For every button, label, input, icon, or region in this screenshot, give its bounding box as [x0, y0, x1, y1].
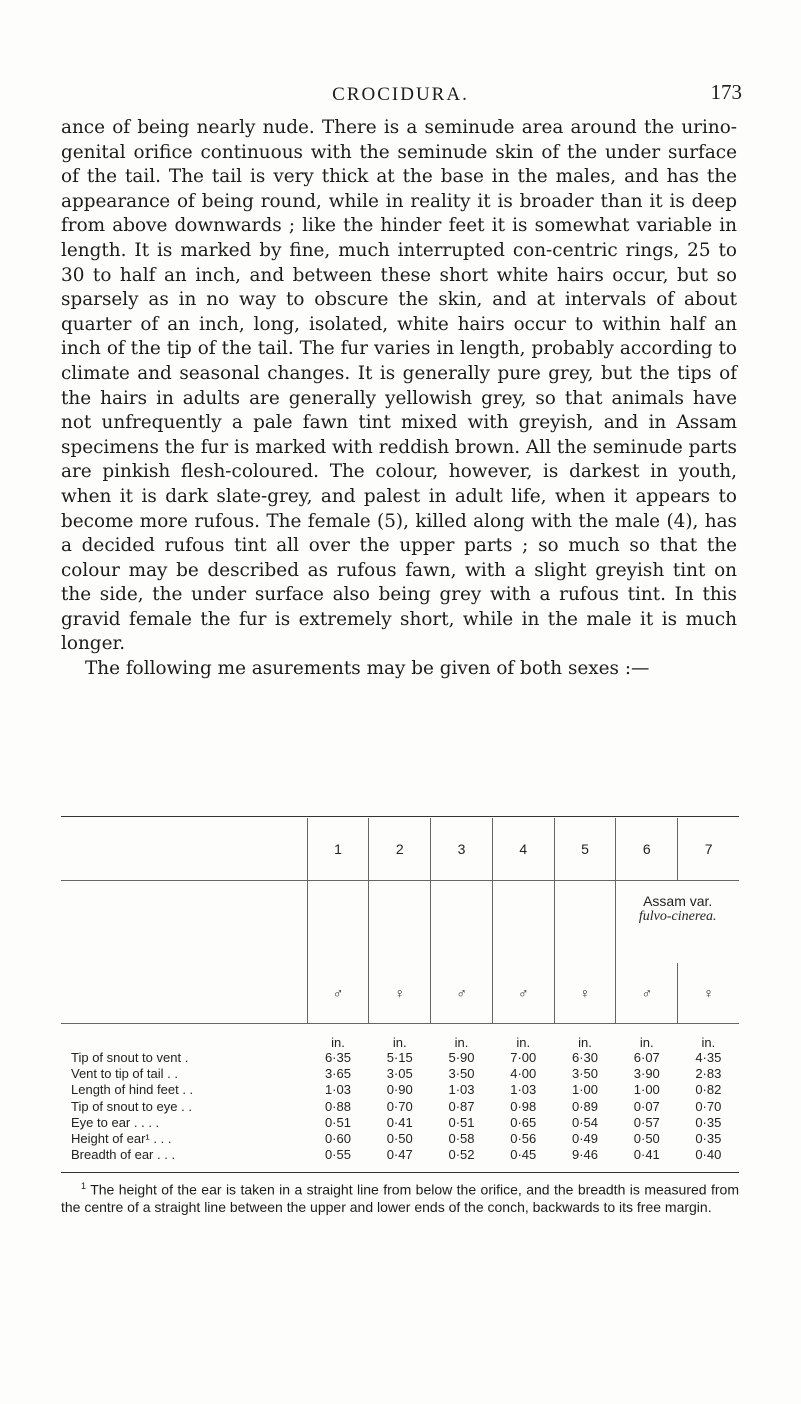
paragraph: The following me asurements may be given of both sexes :—	[85, 658, 650, 680]
table-cell: 0·54	[572, 1114, 599, 1130]
table-cell: 0·41	[633, 1147, 660, 1163]
leader-dots: . .	[182, 1082, 194, 1098]
sex-row	[61, 963, 739, 1024]
table-cell: 4·00	[510, 1066, 537, 1082]
leader-dots: . .	[167, 1066, 178, 1082]
sex-symbol: ♀	[678, 963, 739, 1024]
sex-symbol: ♂	[431, 963, 493, 1024]
table-cell: 0·70	[386, 1098, 413, 1114]
table-cell: 0·35	[695, 1131, 722, 1147]
column-number: 4	[492, 818, 554, 881]
table-cell: 4·35	[695, 1050, 722, 1065]
footnote-marker: 1	[81, 1181, 87, 1191]
column-number: 5	[554, 818, 616, 881]
row-label: Breadth of ear	[71, 1147, 154, 1163]
variety-label	[616, 881, 739, 964]
table-cell: 0·41	[386, 1114, 413, 1130]
leader-dots: . . .	[157, 1147, 176, 1163]
table-cell: 3·50	[448, 1066, 475, 1082]
table-cell: 0·45	[510, 1147, 537, 1163]
table-row	[61, 1115, 739, 1131]
table-cell: 0·70	[695, 1098, 722, 1114]
row-label: Height of ear¹	[71, 1131, 150, 1147]
table-cell: 0·90	[386, 1082, 413, 1098]
unit-label: in.	[392, 1035, 407, 1050]
table-row	[61, 1082, 739, 1098]
unit-label: in.	[578, 1035, 592, 1050]
row-label: Tip of snout to eye	[71, 1098, 178, 1114]
table-cell: 6·30	[572, 1050, 599, 1065]
row-label: Tip of snout to vent	[71, 1050, 182, 1065]
table-cell: 5·90	[448, 1050, 475, 1065]
table-cell: 3·65	[324, 1066, 351, 1082]
row-label: Vent to tip of tail	[71, 1066, 164, 1082]
measurement-table	[61, 818, 739, 1177]
table-cell: 1·03	[510, 1082, 537, 1098]
table-cell: 3·50	[572, 1066, 599, 1082]
table-cell: 0·82	[695, 1082, 722, 1098]
variety-name: fulvo-cinerea.	[638, 909, 717, 924]
leader-dots: . . .	[153, 1131, 172, 1147]
paragraph: ance of being nearly nude. There is a seminude area around the urino-genital orifice continuous with the seminude skin of the under surface of the tail. The tail is very thick at the base in the males, and has the appearance of being round, while in reality it is broader than it is deep from above downwards ; like the hinder feet it is somewhat variable in length. It is marked by fine, much interrupted con-centric rings, 25 to 30 to half an inch, and between these short white hairs occur, but so sparsely as in no way to obscure the skin, and at intervals of about quarter of an inch, long, isolated, white hairs occur to within half an inch of the tip of the tail. The fur varies in length, probably according to climate and seasonal changes. It is generally pure grey, but the tips of the hairs in adults are generally yellowish grey, so that animals have not unfrequently a pale fawn tint mixed with greyish, and in Assam specimens the fur is marked with reddish brown. All the seminude parts are pinkish flesh-coloured. The colour, however, is darkest in youth, when it is dark slate-grey, and palest in adult life, when it appears to become more rufous. The female (5), killed along with the male (4), has a decided rufous tint all over the upper parts ; so much so that the colour may be described as rufous fawn, with a slight greyish tint on the side, the under surface also being grey with a rufous tint. In this gravid female the fur is extremely short, while in the male it is much longer.	[61, 117, 737, 655]
row-label: Eye to ear	[71, 1114, 131, 1130]
table-cell: 0·57	[633, 1114, 660, 1130]
sex-symbol: ♂	[307, 963, 369, 1024]
body-text	[61, 116, 737, 682]
table-cell: 0·07	[633, 1098, 660, 1114]
table-bottom-rule	[61, 1172, 739, 1173]
table-cell: 2·83	[695, 1066, 722, 1082]
unit-label: in.	[454, 1035, 469, 1050]
table-cell: 1·00	[633, 1082, 660, 1098]
variety-row	[61, 881, 739, 964]
table-cell: 0·56	[510, 1131, 537, 1147]
table-cell: 1·00	[572, 1082, 599, 1098]
table-cell: 0·65	[510, 1114, 537, 1130]
column-number: 2	[369, 818, 431, 881]
table-top-rule	[61, 816, 739, 817]
column-number: 3	[431, 818, 493, 881]
table-cell: 5·15	[386, 1050, 413, 1065]
table-cell: 0·52	[448, 1147, 475, 1163]
table-row	[61, 1050, 739, 1066]
table-cell: 3·90	[633, 1066, 660, 1082]
sex-symbol: ♀	[369, 963, 431, 1024]
unit-label: in.	[331, 1035, 345, 1050]
leader-dots: .	[184, 1050, 189, 1065]
unit-row	[61, 1024, 739, 1051]
table-row	[61, 1066, 739, 1082]
leader-dots: . . . .	[133, 1114, 160, 1130]
table-cell: 0·89	[572, 1098, 599, 1114]
table-cell: 3·05	[386, 1066, 413, 1082]
table-cell: 0·40	[695, 1147, 722, 1163]
table-cell: 0·51	[324, 1114, 351, 1130]
table-cell: 0·88	[324, 1098, 351, 1114]
table-row	[61, 1131, 739, 1147]
footnote-text: The height of the ear is taken in a straight line from below the orifice, and the breadth is measured from the centre of a straight line between the upper and lower ends of the conch, backwards to its free margin.	[61, 1181, 739, 1215]
column-number: 1	[307, 818, 369, 881]
table-cell: 9·46	[572, 1147, 599, 1163]
page-number: 173	[710, 80, 742, 104]
column-number-row	[61, 818, 739, 881]
table-row	[61, 1099, 739, 1115]
unit-label: in.	[639, 1035, 654, 1050]
running-header: CROCIDURA.	[332, 84, 469, 105]
table-cell: 6·35	[324, 1050, 351, 1065]
table-cell: 1·03	[324, 1082, 351, 1098]
table-cell: 6·07	[633, 1050, 660, 1065]
sex-symbol: ♀	[554, 963, 616, 1024]
footnote	[61, 1178, 739, 1216]
table-cell: 7·00	[510, 1050, 537, 1065]
table-cell: 0·55	[324, 1147, 351, 1163]
row-label: Length of hind feet	[71, 1082, 179, 1098]
table-cell: 0·50	[633, 1131, 660, 1147]
leader-dots: . .	[181, 1098, 192, 1114]
table-cell: 0·50	[386, 1131, 413, 1147]
table-cell: 0·98	[510, 1098, 537, 1114]
table-cell: 0·35	[695, 1114, 722, 1130]
table-cell: 0·51	[448, 1114, 475, 1130]
table-cell: 0·49	[572, 1131, 599, 1147]
table-cell: 0·58	[448, 1131, 475, 1147]
variety-prefix: Assam var.	[643, 893, 713, 909]
sex-symbol: ♂	[492, 963, 554, 1024]
unit-label: in.	[701, 1035, 716, 1050]
table-cell: 0·47	[386, 1147, 413, 1163]
table-cell: 0·60	[324, 1131, 351, 1147]
table-cell: 0·87	[448, 1098, 475, 1114]
column-number: 6	[616, 818, 678, 881]
unit-label: in.	[516, 1035, 531, 1050]
column-number: 7	[678, 818, 739, 881]
sex-symbol: ♂	[616, 963, 678, 1024]
table-cell: 1·03	[448, 1082, 475, 1098]
